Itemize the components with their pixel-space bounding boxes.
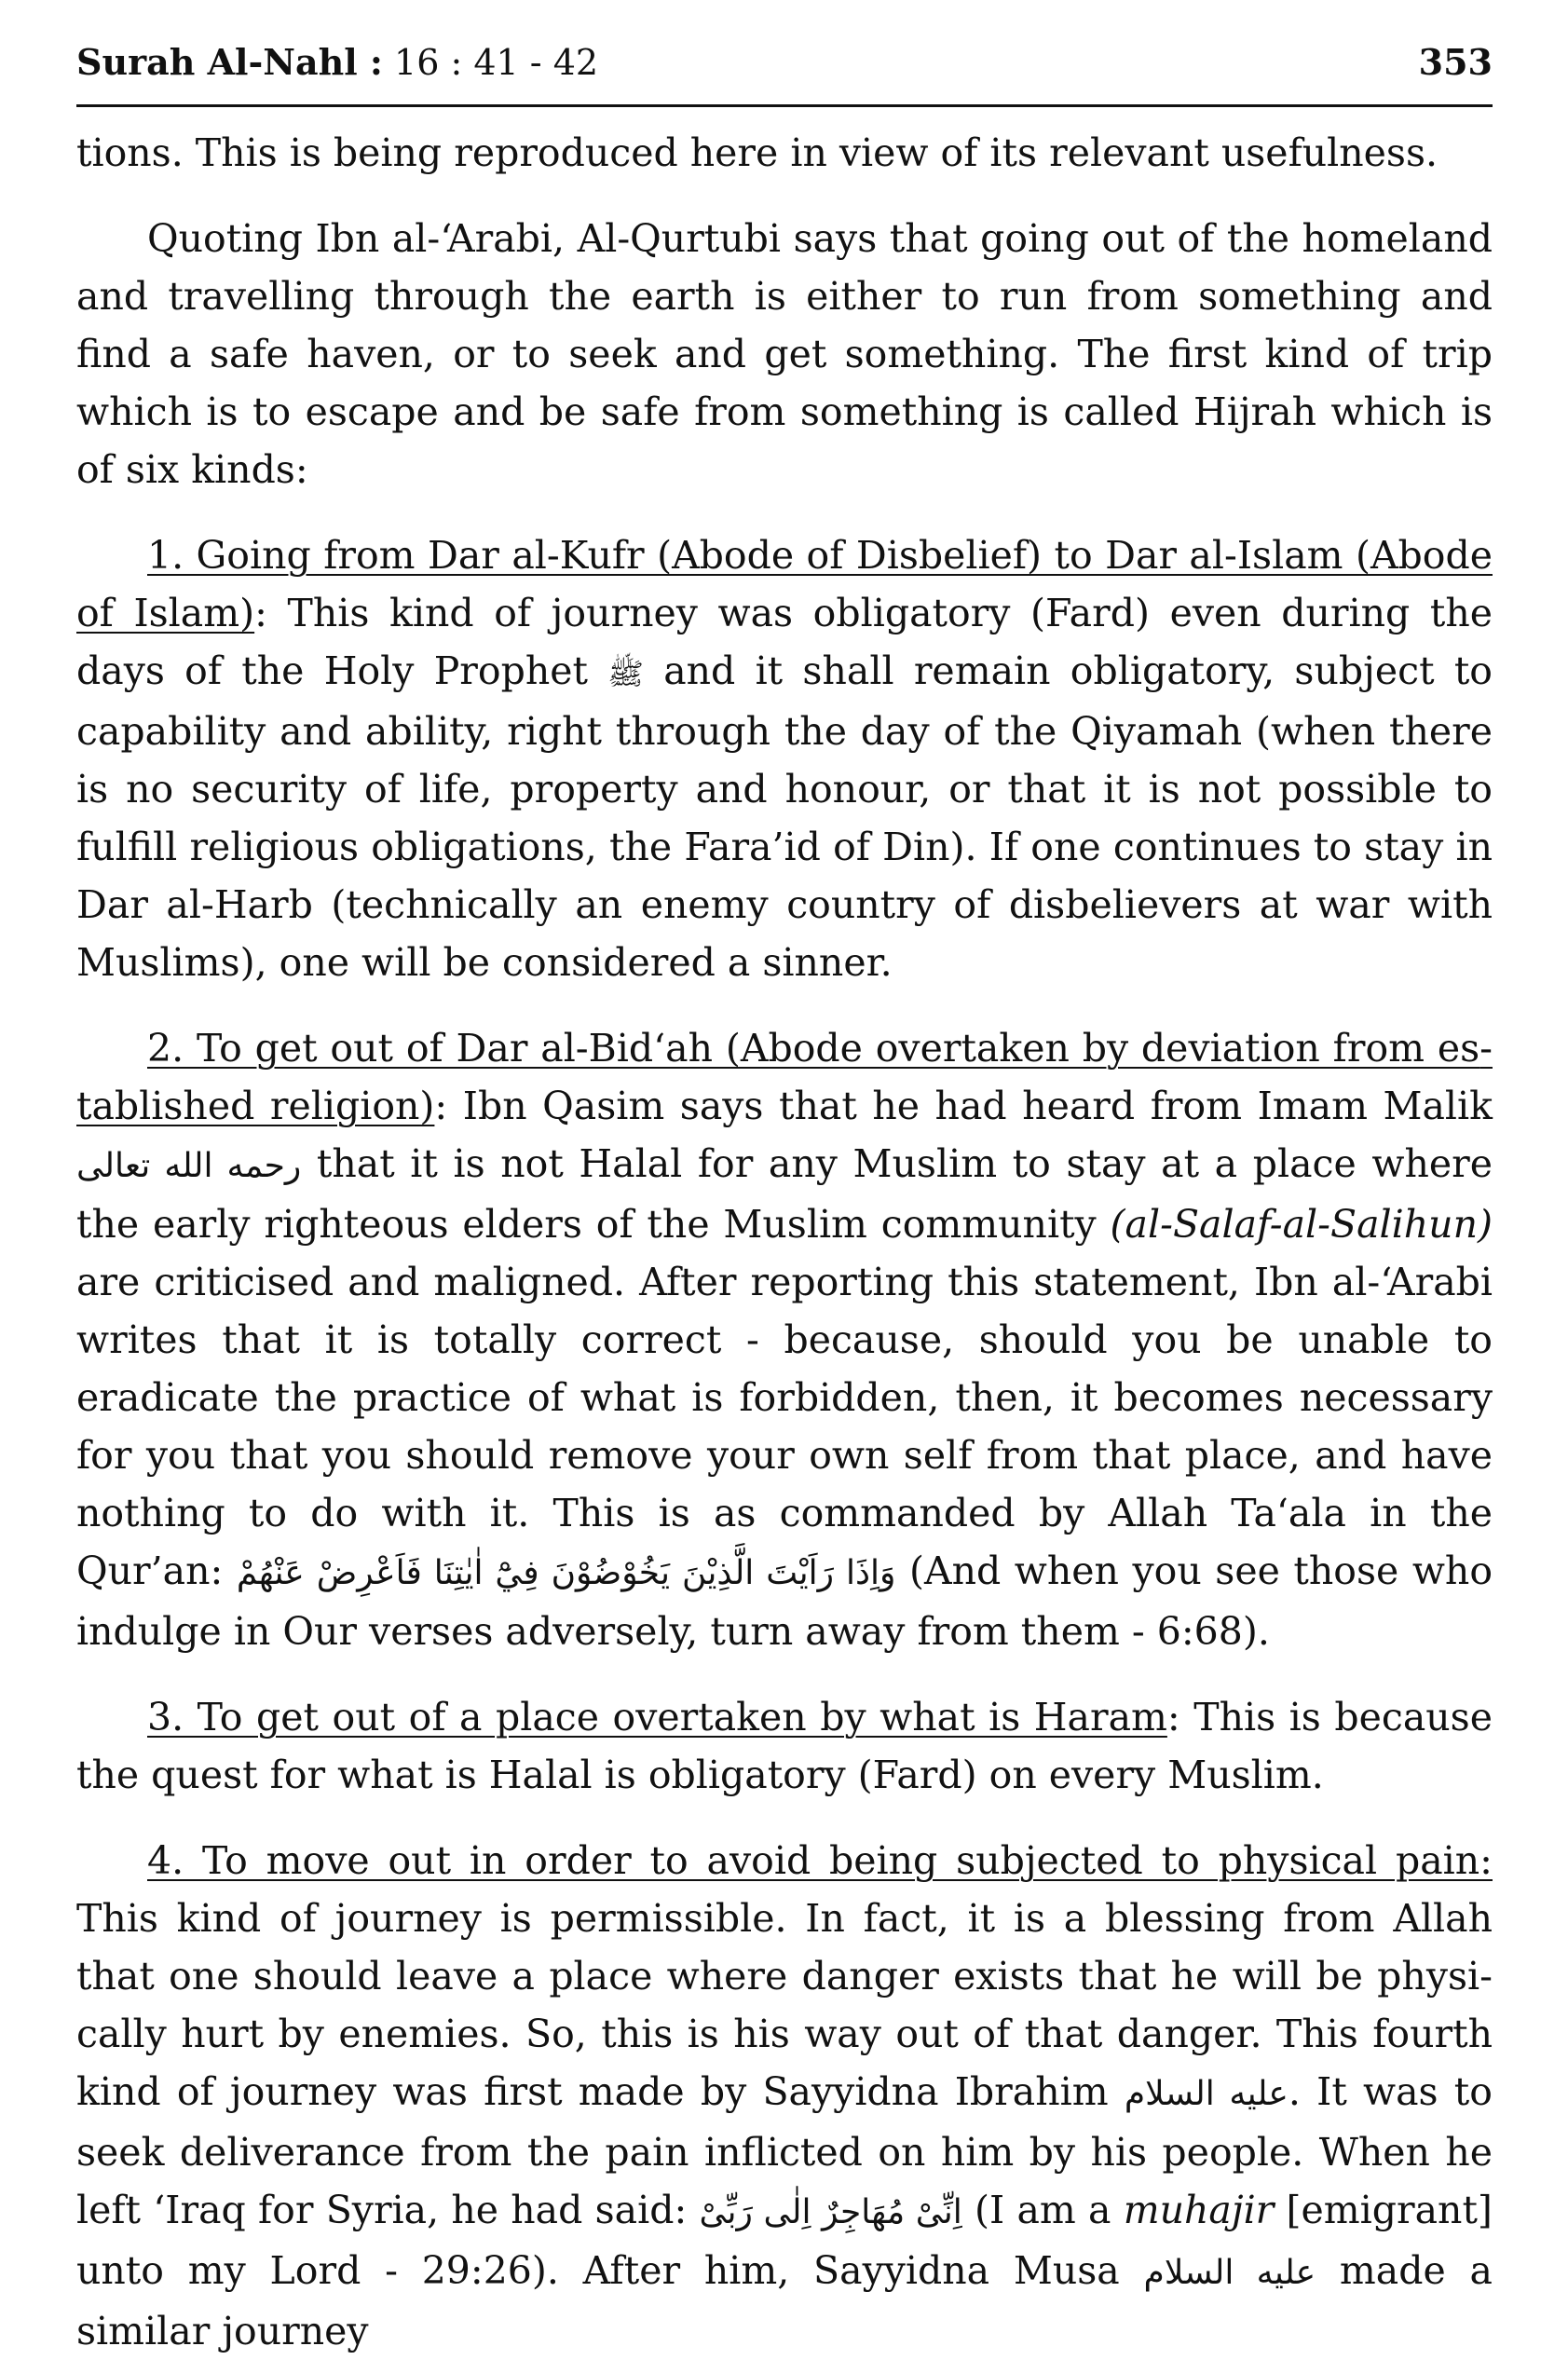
prophet-salutation-symbol: ﷺ [607,656,644,691]
alaihissalam-symbol-ibrahim: عليه السلام [1124,2075,1288,2113]
surah-title: Surah Al-Nahl : [76,41,383,83]
text-kind-1-a: : This kind of journey was obligatory (Fard) even during the days of the Holy Prophet [76,591,1493,693]
paragraph-kind-2 [76,1019,1493,1660]
text-kind-4-c: (I am a [975,2188,1111,2232]
text-kind-4-a: This kind of journey is permissible. In fact, it is a blessing from Allah that one should leave a place where danger exists that he will be physically hurt by enemies. So, this is his way out of that danger. This fourth kind of journey was first made by Sayyidna Ibrahim [76,1896,1493,2114]
alaihissalam-symbol-musa: عليه السلام [1143,2254,1316,2292]
page-number: 353 [1418,41,1493,83]
paragraph-intro: Quoting Ibn al-‘Arabi, Al-Qurtubi says that going out of the homeland and travelling through the earth is either to run from something and find a safe haven, or to seek and get something. The first kind of trip which is to escape and be safe from something is called Hijrah which is of six kinds: [76,216,1493,492]
running-title [76,41,598,83]
text-kind-2-d: (And when you see those who indulge in Our verses adversely, turn away from them - 6:68). [76,1548,1493,1654]
arabic-verse-29-26: اِنِّىْ مُهَاجِرٌ اِلٰى رَبِّىْ [699,2193,962,2231]
paragraph-kind-1 [76,526,1493,991]
text-kind-1-b: and it shall remain obligatory, subject to capability and ability, right through the day of the Qiyamah (when there is no security of life, property and honour, or that it is not possible to fulfill religious obligations, the Fara’id of Din). If one continues to stay in Dar al-Harb (technically an enemy country of disbelievers at war with Muslims), one will be considered a sinner. [76,648,1493,985]
page-header [76,0,1493,107]
paragraph-kind-3 [76,1688,1493,1804]
heading-kind-3: 3. To get out of a place overtaken by what is Haram [147,1695,1167,1739]
text-kind-4-e: made a similar journey [76,2248,1493,2353]
paragraph-continuation: tions. This is being reproduced here in view of its relevant usefulness. [76,130,1438,175]
arabic-honorific: رحمه الله تعالى [76,1147,302,1185]
text-kind-2-a: : Ibn Qasim says that he had heard from Imam Malik [434,1084,1493,1128]
text-kind-2-c: are criticised and maligned. After reporting this statement, Ibn al-‘Arabi writes that it is totally correct - because, should you be unable to eradicate the practice of what is forbidden, then, it becomes necessary for you that you should remove your own self from that place, and have nothing to do with it. This is as commanded by Allah Ta‘ala in the Qur’an: [76,1260,1493,1593]
heading-kind-1: 1. Going from Dar al-Kufr (Abode of Disbelief) to Dar al-Islam (Abode of Islam) [76,533,1493,635]
paragraph-kind-4 [76,1832,1493,2360]
heading-kind-2: 2. To get out of Dar al-Bid‘ah (Abode overtaken by deviation from established religion) [76,1026,1493,1128]
italic-term-muhajir: muhajir [1123,2188,1275,2232]
page-body [76,124,1493,2360]
text-kind-4-d: [emigrant] unto my Lord - 29:26). After him, Sayyidna Musa [76,2188,1493,2293]
italic-term-salaf: (al-Salaf-al-Salihun) [1110,1202,1493,1247]
arabic-verse-6-68: وَاِذَا رَاَيْتَ الَّذِيْنَ يَخُوْضُوْنَ فِيْٓ اٰيٰتِنَا فَاَعْرِضْ عَنْهُمْ [236,1554,896,1592]
verse-reference: 16 : 41 - 42 [394,42,599,83]
heading-kind-4: 4. To move out in order to avoid being subjected to physical pain: [147,1838,1493,1883]
book-page [76,0,1493,2360]
text-kind-3-a: : This is because the quest for what is Halal is obligatory (Fard) on every Muslim. [76,1695,1493,1797]
text-kind-4-b: . It was to seek deliverance from the pain inflicted on him by his people. When he left ‘Iraq for Syria, he had said: [76,2069,1493,2232]
text-kind-2-b: that it is not Halal for any Muslim to stay at a place where the early righteous elders of the Muslim community [76,1141,1493,1247]
